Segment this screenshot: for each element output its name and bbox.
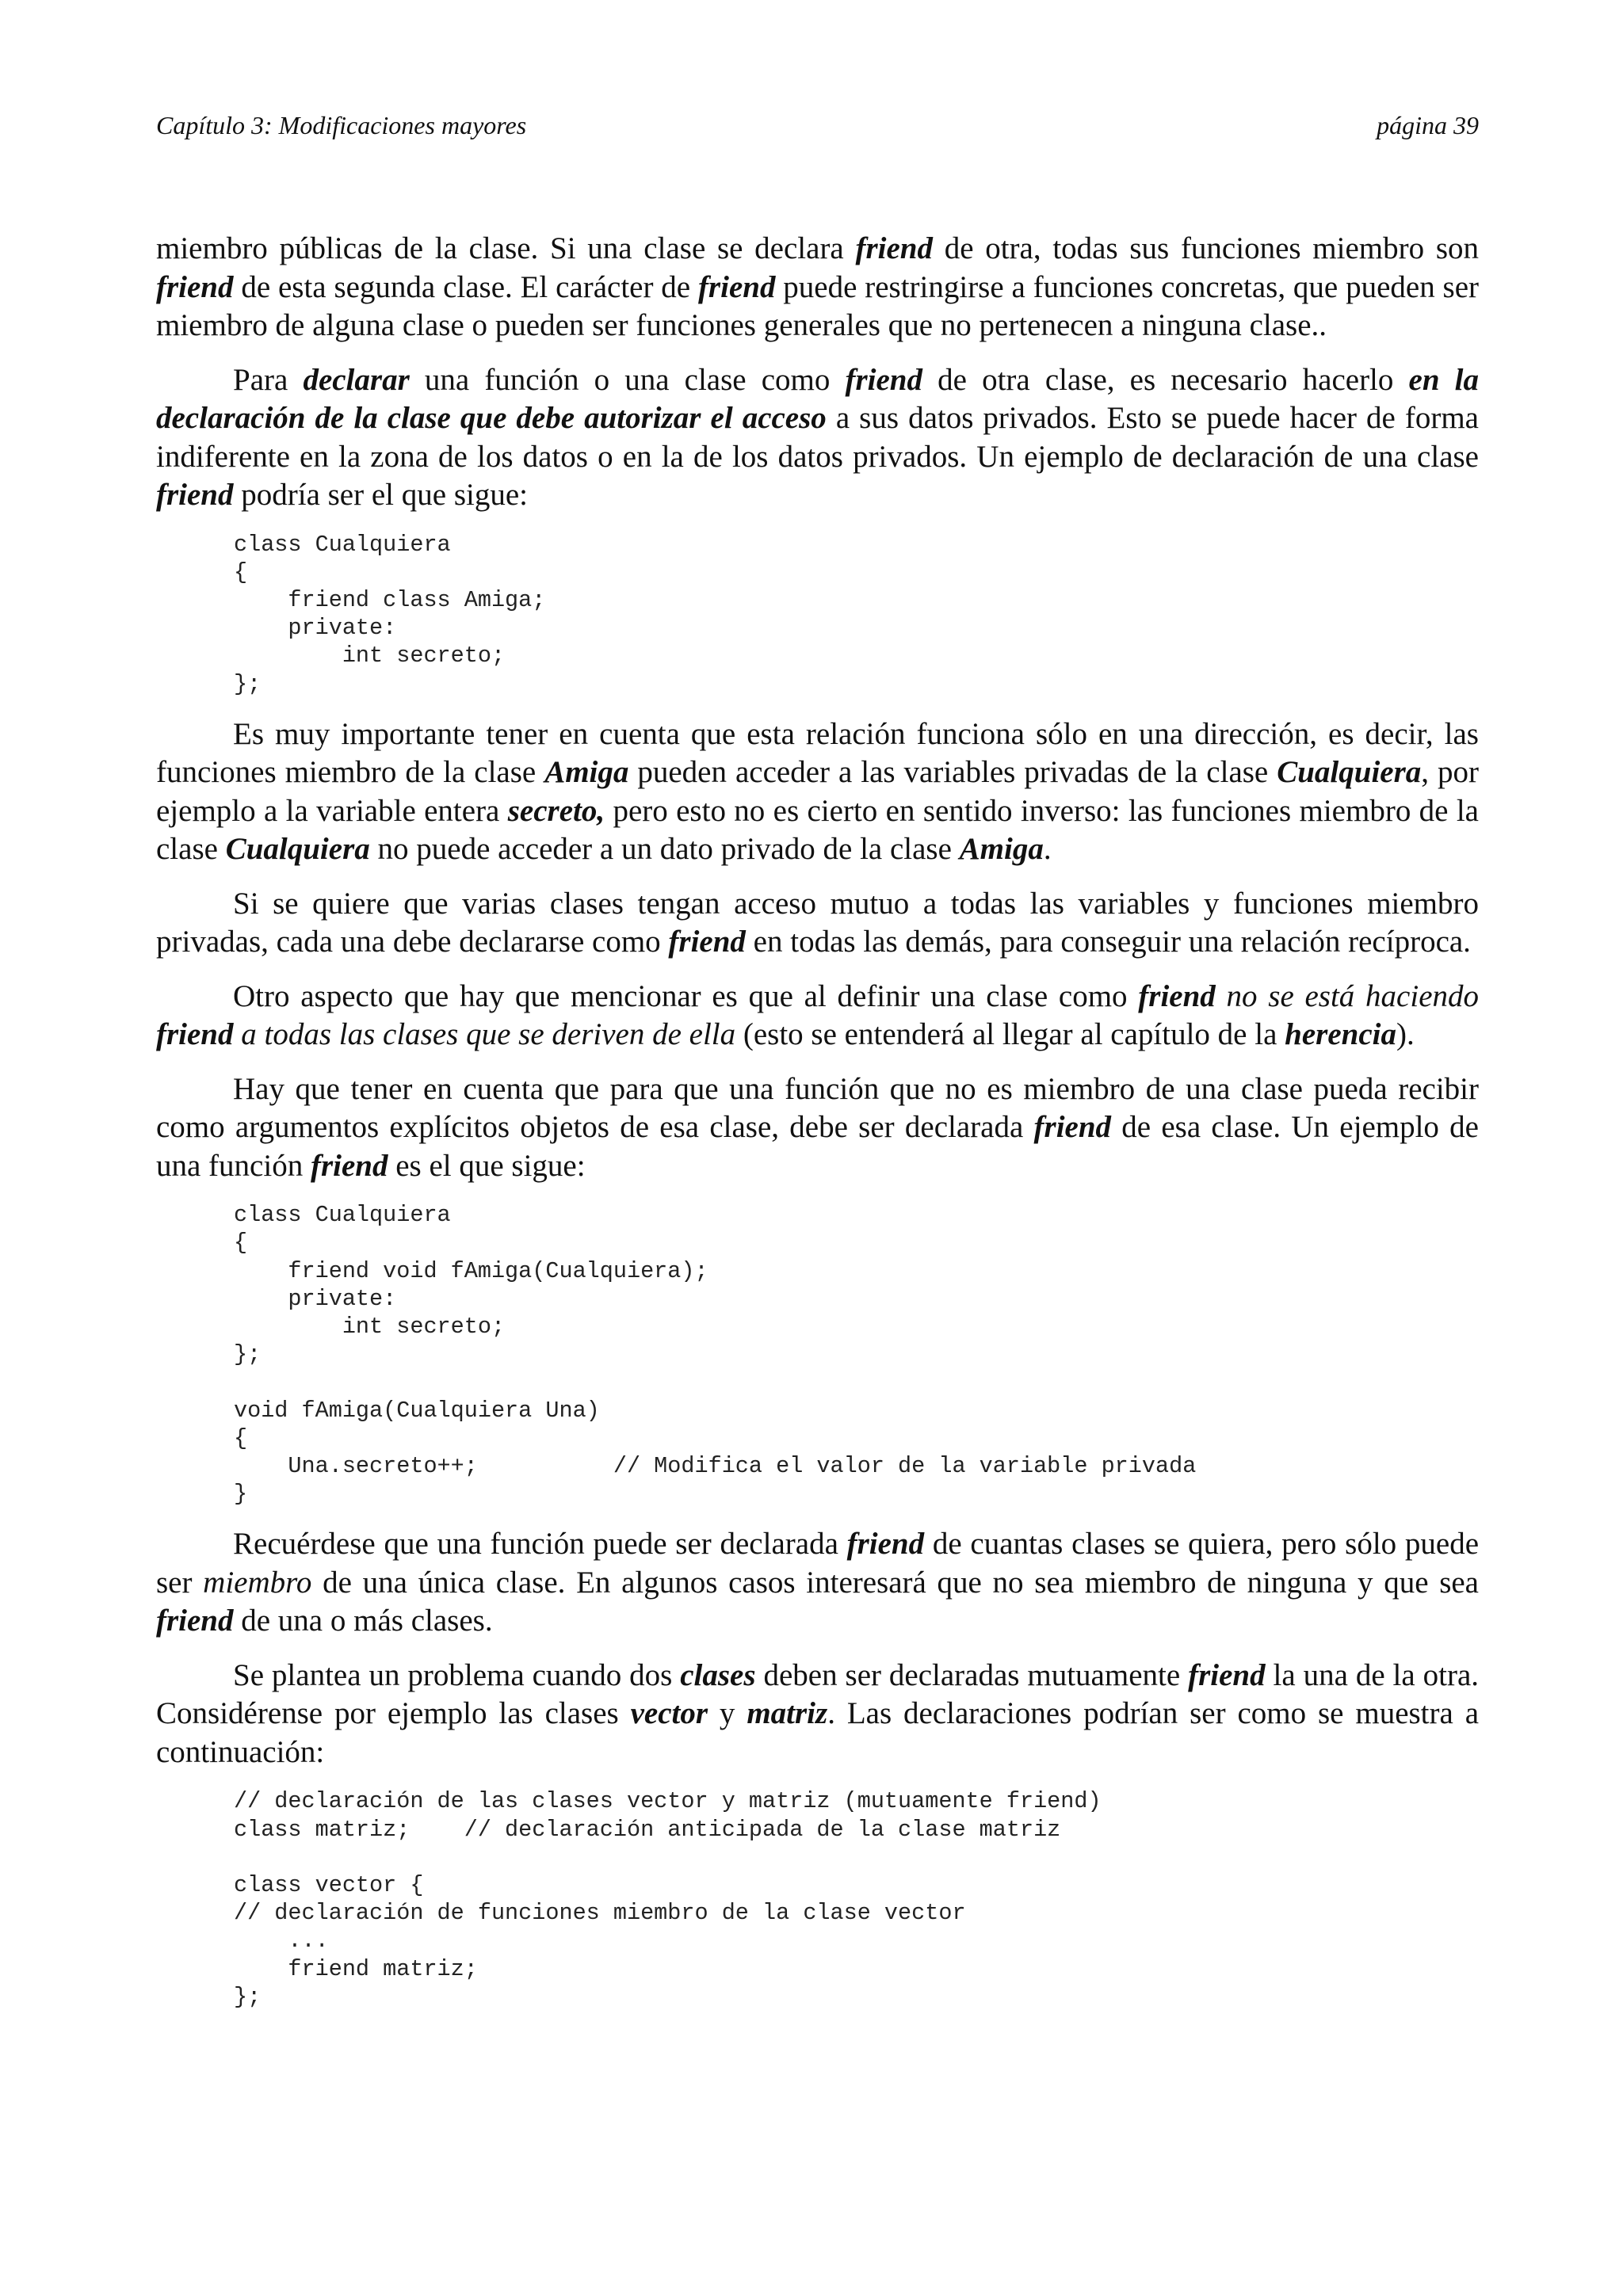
paragraph bbox=[156, 230, 1479, 345]
emphasis-term: friend bbox=[156, 1604, 234, 1638]
text-run: pueden acceder a las variables privadas de la clase bbox=[628, 755, 1277, 790]
emphasis-term: Cualquiera bbox=[1277, 755, 1422, 790]
text-run: y bbox=[708, 1696, 747, 1731]
emphasis-term: friend bbox=[846, 1527, 925, 1562]
emphasis-term: friend bbox=[156, 269, 234, 304]
italic-text: miembro bbox=[203, 1565, 312, 1600]
emphasis-term: friend bbox=[1188, 1657, 1266, 1692]
text-run: de una única clase. En algunos casos interesará que no sea miembro de ninguna y que sea bbox=[311, 1565, 1479, 1600]
paragraph bbox=[156, 1525, 1479, 1641]
text-run: miembro públicas de la clase. Si una clase se declara bbox=[156, 231, 856, 265]
emphasis-term: friend bbox=[310, 1148, 388, 1183]
text-run: en todas las demás, para conseguir una relación recíproca. bbox=[745, 925, 1471, 959]
text-run: Si se quiere que varias clases tengan acceso mutuo a todas las variables y funciones miembro privadas, cada una debe declararse como bbox=[156, 886, 1479, 959]
emphasis-term: Amiga bbox=[544, 755, 629, 790]
emphasis-term: herencia bbox=[1285, 1017, 1396, 1052]
text-run: puede restringirse a funciones concretas, que pueden ser miembro de alguna clase o pueden ser funciones generales que no pertenecen a ninguna clase.. bbox=[156, 269, 1479, 342]
text-run: . Las declaraciones podrían ser como se muestra a continuación: bbox=[156, 1696, 1479, 1769]
text-run: Para bbox=[233, 362, 304, 397]
text-run: de cuantas clases se quiera, pero sólo puede ser bbox=[156, 1527, 1480, 1600]
paragraph bbox=[156, 885, 1479, 962]
text-run: de esa clase. Un ejemplo de una función bbox=[156, 1110, 1479, 1183]
text-run: pero esto no es cierto en sentido inverso: las funciones miembro de la clase bbox=[156, 793, 1479, 867]
emphasis-term: friend bbox=[1138, 978, 1216, 1013]
text-run: , por ejemplo a la variable entera bbox=[156, 755, 1479, 828]
paragraph bbox=[156, 715, 1479, 869]
chapter-title: Capítulo 3: Modificaciones mayores bbox=[156, 111, 527, 139]
text-run: Es muy importante tener en cuenta que esta relación funciona sólo en una dirección, es decir, las funciones miembro de la clase bbox=[156, 716, 1479, 790]
emphasis-term: friend bbox=[1033, 1110, 1112, 1145]
italic-text: no se está haciendo bbox=[1215, 978, 1479, 1013]
text-run: la una de la otra. Considérense por ejemplo las clases bbox=[156, 1657, 1480, 1731]
paragraph bbox=[156, 978, 1479, 1055]
emphasis-term: friend bbox=[156, 1017, 234, 1052]
emphasis-term: secreto, bbox=[507, 793, 605, 828]
emphasis-term: matriz bbox=[747, 1696, 828, 1731]
page-number: página 39 bbox=[1377, 111, 1479, 139]
text-run: ). bbox=[1396, 1017, 1415, 1052]
emphasis-term: Amiga bbox=[959, 832, 1044, 867]
emphasis-term: friend bbox=[156, 478, 234, 512]
text-run: Otro aspecto que hay que mencionar es que al definir una clase como bbox=[233, 978, 1139, 1013]
text-run: Se plantea un problema cuando dos bbox=[233, 1657, 681, 1692]
paragraph bbox=[156, 1070, 1479, 1186]
text-run: Hay que tener en cuenta que para que una función que no es miembro de una clase pueda recibir como argumentos explícitos objetos de esa clase, debe ser declarada bbox=[156, 1071, 1479, 1145]
emphasis-term: vector bbox=[630, 1696, 708, 1731]
paragraph bbox=[156, 361, 1479, 515]
text-run: podría ser el que sigue: bbox=[233, 478, 528, 512]
text-run: no puede acceder a un dato privado de la clase bbox=[369, 832, 960, 867]
document-body bbox=[156, 230, 1479, 2028]
text-run: . bbox=[1043, 832, 1052, 867]
text-run: a sus datos privados. Esto se puede hacer de forma indiferente en la zona de los datos o en la de los datos privados. Un ejemplo de declaración de una clase bbox=[156, 401, 1479, 474]
text-run: de otra, todas sus funciones miembro son bbox=[932, 231, 1479, 265]
code-block: class Cualquiera { friend class Amiga; private: int secreto; }; bbox=[234, 531, 546, 697]
text-run: de esta segunda clase. El carácter de bbox=[233, 269, 698, 304]
paragraph bbox=[156, 1657, 1479, 1772]
emphasis-term: friend bbox=[668, 925, 746, 959]
text-run: de otra clase, es necesario hacerlo bbox=[922, 362, 1409, 397]
code-block: // declaración de las clases vector y matriz (mutuamente friend) class matriz; // declaración anticipada de la clase matriz class vector { // declaración de funciones miembro de la clase vector ... friend matriz; }; bbox=[234, 1788, 1102, 2010]
text-run: una función o una clase como bbox=[409, 362, 846, 397]
text-run: (esto se entenderá al llegar al capítulo de la bbox=[735, 1017, 1285, 1052]
emphasis-term: en la declaración de la clase que debe autorizar el acceso bbox=[156, 362, 1479, 435]
page-header bbox=[156, 111, 1479, 151]
emphasis-term: friend bbox=[697, 269, 776, 304]
emphasis-term: friend bbox=[845, 362, 922, 397]
emphasis-term: friend bbox=[855, 231, 933, 265]
emphasis-term: Cualquiera bbox=[225, 832, 370, 867]
text-run: Recuérdese que una función puede ser declarada bbox=[233, 1527, 847, 1562]
emphasis-term: declarar bbox=[303, 362, 410, 397]
text-run: deben ser declaradas mutuamente bbox=[755, 1657, 1189, 1692]
text-run: de una o más clases. bbox=[233, 1604, 493, 1638]
text-run: es el que sigue: bbox=[388, 1148, 586, 1183]
italic-text: a todas las clases que se deriven de ella bbox=[233, 1017, 736, 1052]
code-block: class Cualquiera { friend void fAmiga(Cualquiera); private: int secreto; }; void fAmiga(Cualquiera Una) { Una.secreto++; // Modifica el valor de la variable privada } bbox=[234, 1202, 1197, 1508]
emphasis-term: clases bbox=[680, 1657, 756, 1692]
